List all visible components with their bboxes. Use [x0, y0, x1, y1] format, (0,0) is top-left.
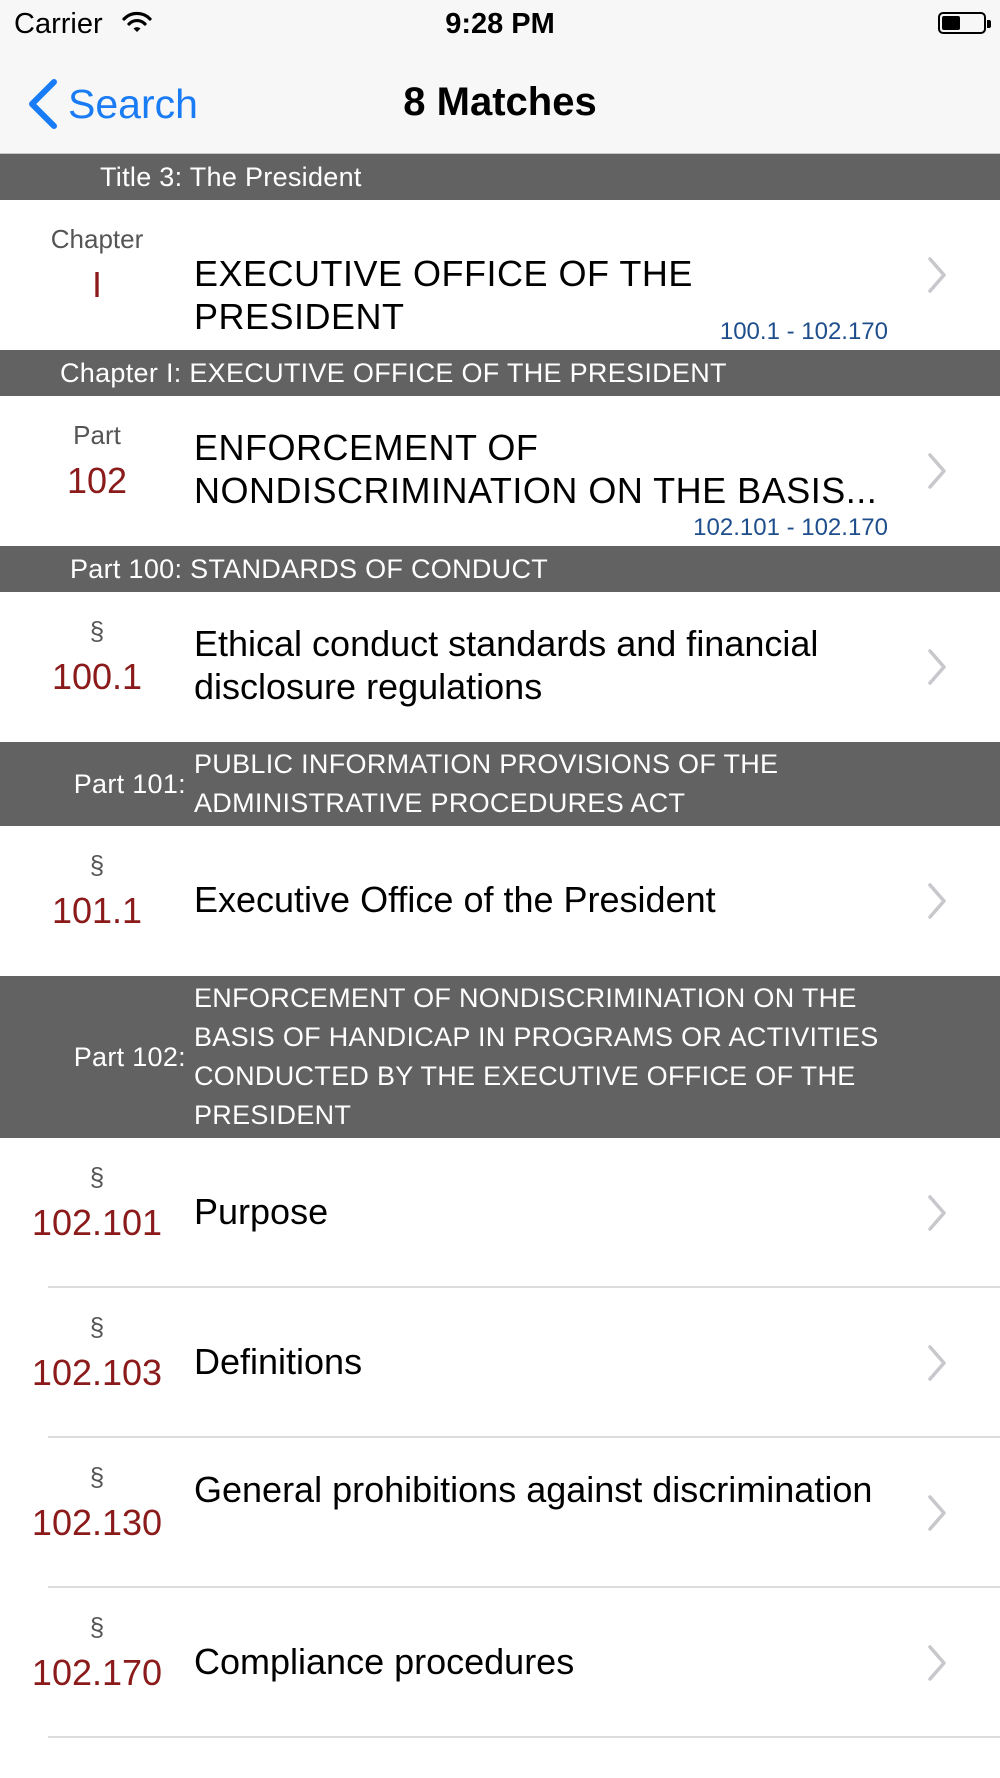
- row-title: EXECUTIVE OFFICE OF THE PRESIDENT: [194, 253, 693, 337]
- navigation-bar: [0, 52, 1000, 154]
- section-header-text: Chapter I: EXECUTIVE OFFICE OF THE PRESIDENT: [60, 357, 727, 388]
- section-symbol: §: [89, 1312, 105, 1342]
- section-header-label: Part 101:: [73, 768, 186, 799]
- row-separator: [48, 1736, 1000, 1738]
- section-row[interactable]: [0, 1288, 1000, 1438]
- section-row[interactable]: [0, 1438, 1000, 1588]
- section-row[interactable]: [0, 826, 1000, 976]
- section-header-part-101: [0, 742, 1000, 826]
- row-range: 100.1 - 102.170: [719, 318, 888, 345]
- section-symbol: §: [89, 1612, 105, 1642]
- row-number: 101.1: [51, 890, 143, 931]
- section-header-part-102: [0, 976, 1000, 1138]
- row-title: Purpose: [194, 1191, 329, 1232]
- section-symbol: §: [89, 1162, 105, 1192]
- chevron-right-icon: [926, 647, 948, 687]
- section-header-text: Title 3: The President: [100, 161, 362, 192]
- row-number: 100.1: [51, 656, 143, 697]
- section-header-chapter: [0, 350, 1000, 396]
- row-number: 102: [66, 460, 128, 501]
- row-range: 102.101 - 102.170: [693, 514, 888, 541]
- row-kind-label: Chapter: [50, 224, 144, 254]
- section-symbol: §: [89, 850, 105, 880]
- row-kind-label: Part: [73, 420, 121, 450]
- page-title: 8 Matches: [403, 80, 597, 124]
- row-title: Executive Office of the President: [194, 879, 716, 920]
- chevron-right-icon: [926, 881, 948, 921]
- part-row[interactable]: [0, 396, 1000, 546]
- section-header-label: Part 102:: [73, 1041, 186, 1072]
- section-header-text: PUBLIC INFORMATION PROVISIONS OF THE ADMINISTRATIVE PROCEDURES ACT: [194, 749, 779, 818]
- row-number: 102.101: [31, 1202, 163, 1243]
- row-title: Ethical conduct standards and financial disclosure regulations: [194, 623, 819, 707]
- back-button-label: Search: [68, 80, 198, 127]
- row-title: ENFORCEMENT OF NONDISCRIMINATION ON THE BASIS...: [194, 427, 878, 511]
- chevron-right-icon: [926, 1193, 948, 1233]
- section-row[interactable]: [0, 1588, 1000, 1738]
- row-title: Definitions: [194, 1341, 363, 1382]
- battery-icon: [938, 12, 986, 34]
- status-bar: [0, 0, 1000, 52]
- status-time: 9:28 PM: [445, 8, 555, 40]
- section-row[interactable]: [0, 592, 1000, 742]
- section-symbol: §: [89, 616, 105, 646]
- section-header-part-100: [0, 546, 1000, 592]
- section-header-text: Part 100: STANDARDS OF CONDUCT: [70, 553, 549, 584]
- row-number: 102.103: [31, 1352, 163, 1393]
- row-number: 102.170: [31, 1652, 163, 1693]
- chevron-right-icon: [926, 451, 948, 491]
- section-row[interactable]: [0, 1138, 1000, 1288]
- chapter-row[interactable]: [0, 200, 1000, 350]
- section-symbol: §: [89, 1462, 105, 1492]
- chevron-right-icon: [926, 1493, 948, 1533]
- section-header-text: ENFORCEMENT OF NONDISCRIMINATION ON THE BASIS OF HANDICAP IN PROGRAMS OR ACTIVITIES CONDUCTED BY THE EXECUTIVE OFFICE OF THE PRESIDENT: [194, 983, 879, 1130]
- chevron-right-icon: [926, 255, 948, 295]
- row-title: Compliance procedures: [194, 1641, 575, 1682]
- row-title: General prohibitions against discrimination: [194, 1469, 873, 1510]
- carrier-label: Carrier: [14, 8, 103, 40]
- chevron-right-icon: [926, 1643, 948, 1683]
- chevron-right-icon: [926, 1343, 948, 1383]
- row-number: 102.130: [31, 1502, 163, 1543]
- row-number: I: [91, 264, 102, 305]
- section-header-title: [0, 154, 1000, 200]
